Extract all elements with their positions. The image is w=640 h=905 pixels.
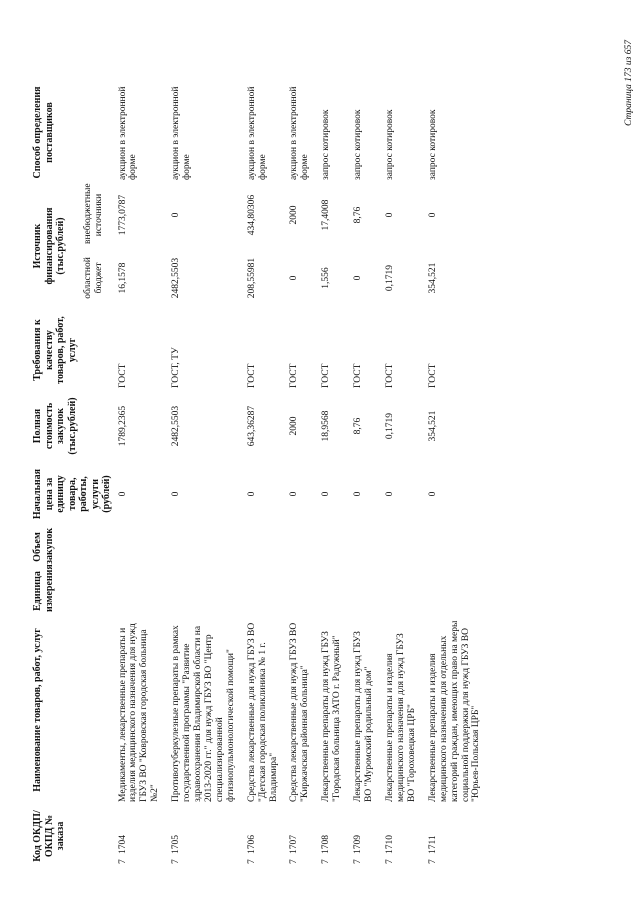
table-cell-quality: ГОСТ, ТУ [171,347,182,388]
table-cell-code [382,805,425,867]
table-cell-offbudget: 8,76 [353,206,364,224]
header-start-price: Начальная цена за единицу товара, работы, услуги (рублей) [32,468,112,520]
table-cell-start-price: 0 [289,491,300,497]
code-prefix: 7 [117,859,128,864]
table-cell-regional: 2482,5503 [171,257,182,299]
table-row [382,82,425,867]
table-cell-total: 1789,2365 [117,405,128,447]
table-cell-volume [244,527,287,567]
header-method: Способ определения поставщиков [32,86,55,179]
table-cell-name: Лекарственные препараты и изделия медицинского назначения для отдельных категорий граждан, имеющих право на меры социальной поддержки для нужд ГБУЗ ВО "Юрьев-Польская ЦРБ" [427,620,482,802]
table-cell-regional: 16,1578 [117,262,128,294]
order-number: 1710 [385,835,396,854]
table-cell-unit [318,567,350,615]
code-prefix: 7 [246,859,257,864]
table-row [115,82,169,867]
table-cell-method: запрос котировок [321,109,332,180]
header-funding-offbudget: внебюджетные источники [83,183,104,244]
header-volume: Объем закупок [32,527,55,564]
table-row [286,82,318,867]
table-cell-volume [168,527,244,567]
header-unit: Единица измерения [32,564,55,612]
table-cell-total: 18,9568 [321,410,332,442]
table-cell-total: 2482,5503 [171,405,182,447]
table-cell-volume [286,527,318,567]
table-cell-code [168,805,244,867]
table-cell-start-price: 0 [353,491,364,497]
table-cell-quality: ГОСТ [321,363,332,388]
code-prefix: 7 [321,859,332,864]
table-cell-start-price: 0 [427,491,438,497]
table-cell-unit [115,567,169,615]
header-funding-regional: областной бюджет [83,257,104,299]
header-funding: Источник финансирования (тыс.рублей) [32,207,66,285]
table-cell-name: Противотуберкулезные препараты в рамках государственной программы "Развитие здравоохранения Владимирской области на 2013-2020 гг." для нужд ГБУЗ ВО "Центр специализированной фтизиопульмонологической помощи" [171,625,236,802]
table-cell-offbudget: 0 [171,212,182,218]
table-cell-name: Лекарственные препараты для нужд ГБУЗ "Городская больница ЗАТО г. Радужный" [321,631,343,802]
header-code: Код ОКДП/ ОКПД № заказа [32,810,66,862]
table-cell-code [286,805,318,867]
table-cell-offbudget: 0 [427,212,438,218]
page-footer: Страница 173 из 657 [624,40,634,126]
table-cell-quality: ГОСТ [353,363,364,388]
table-cell-start-price: 0 [246,491,257,497]
table-body [115,82,490,867]
header-quality: Требования к качеству товаров, работ, услуг [32,316,78,384]
table-cell-code [425,805,490,867]
table-cell-method: запрос котировок [353,109,364,180]
table-cell-total: 0,1719 [385,412,396,440]
order-number: 1705 [171,835,182,854]
table-cell-volume [425,527,490,567]
table-cell-quality: ГОСТ [246,363,257,388]
table-cell-regional: 0,1719 [385,264,396,292]
table-cell-name: Медикаменты, лекарственные препараты и изделия медицинского назначения для нужд ГБУЗ ВО "Ковровская городская больница №2" [117,623,161,802]
table-cell-offbudget: 2000 [289,205,300,225]
table-cell-name: Лекарственные препараты для нужд ГБУЗ ВО "Муромский родильный дом" [353,631,375,802]
table-row [318,82,350,867]
order-number: 1709 [353,835,364,854]
table-cell-quality: ГОСТ [427,363,438,388]
table-cell-start-price: 0 [117,491,128,497]
table-cell-volume [115,527,169,567]
table-row [350,82,382,867]
table-cell-name: Лекарственные препараты и изделия медицинского назначения для нужд ГБУЗ ВО "Гороховецкая ЦРБ" [385,633,417,802]
table-cell-regional: 354,521 [427,262,438,294]
table-cell-method: аукцион в электронной форме [117,86,139,180]
table-cell-total: 354,521 [427,410,438,442]
table-cell-volume [350,527,382,567]
code-prefix: 7 [427,859,438,864]
table-cell-unit [244,567,287,615]
header-name: Наименование товаров, работ, услуг [32,628,43,792]
table-cell-start-price: 0 [385,491,396,497]
table-cell-method: запрос котировок [385,109,396,180]
table-cell-offbudget: 1773,0787 [117,194,128,236]
table-cell-regional: 1,556 [321,267,332,289]
table-cell-start-price: 0 [171,491,182,497]
order-number: 1711 [427,835,438,854]
table-cell-method: запрос котировок [427,109,438,180]
procurement-table [30,82,489,867]
table-cell-volume [382,527,425,567]
order-number: 1706 [246,835,257,854]
code-prefix: 7 [289,859,300,864]
table-cell-unit [168,567,244,615]
table-cell-quality: ГОСТ [385,363,396,388]
table-cell-code [244,805,287,867]
table-cell-total: 2000 [289,416,300,436]
table-cell-code [115,805,169,867]
table-cell-regional: 0 [353,275,364,281]
table-cell-unit [286,567,318,615]
table-cell-offbudget: 0 [385,212,396,218]
table-cell-method: аукцион в электронной форме [246,86,268,180]
order-number: 1708 [321,835,332,854]
table-cell-name: Средства лекарственные для нужд ГБУЗ ВО "Киржачская районная больница" [289,622,311,802]
table-cell-regional: 208,55981 [246,257,257,299]
order-number: 1704 [117,835,128,854]
code-prefix: 7 [171,859,182,864]
table-cell-method: аукцион в электронной форме [289,86,311,180]
table-cell-method: аукцион в электронной форме [171,86,193,180]
table-cell-volume [318,527,350,567]
table-cell-regional: 0 [289,275,300,281]
table-row [168,82,244,867]
table-cell-quality: ГОСТ [117,363,128,388]
table-cell-code [318,805,350,867]
order-number: 1707 [289,835,300,854]
code-prefix: 7 [353,859,364,864]
table-cell-unit [382,567,425,615]
table-cell-name: Средства лекарственные для нужд ГБУЗ ВО "Детская городская поликлиника № 1 г. Владимира" [246,622,279,802]
table-cell-offbudget: 434,80306 [246,194,257,236]
table-cell-code [350,805,382,867]
table-cell-total: 8,76 [353,417,364,435]
table-cell-offbudget: 17,4008 [321,199,332,231]
table-cell-unit [350,567,382,615]
table-row [425,82,490,867]
header-total-cost: Полная стоимость закупок (тыс.рублей) [32,397,78,455]
table-cell-start-price: 0 [321,491,332,497]
table-cell-unit [425,567,490,615]
table-row [244,82,287,867]
table-cell-total: 643,36287 [246,405,257,447]
table-cell-quality: ГОСТ [289,363,300,388]
code-prefix: 7 [385,859,396,864]
